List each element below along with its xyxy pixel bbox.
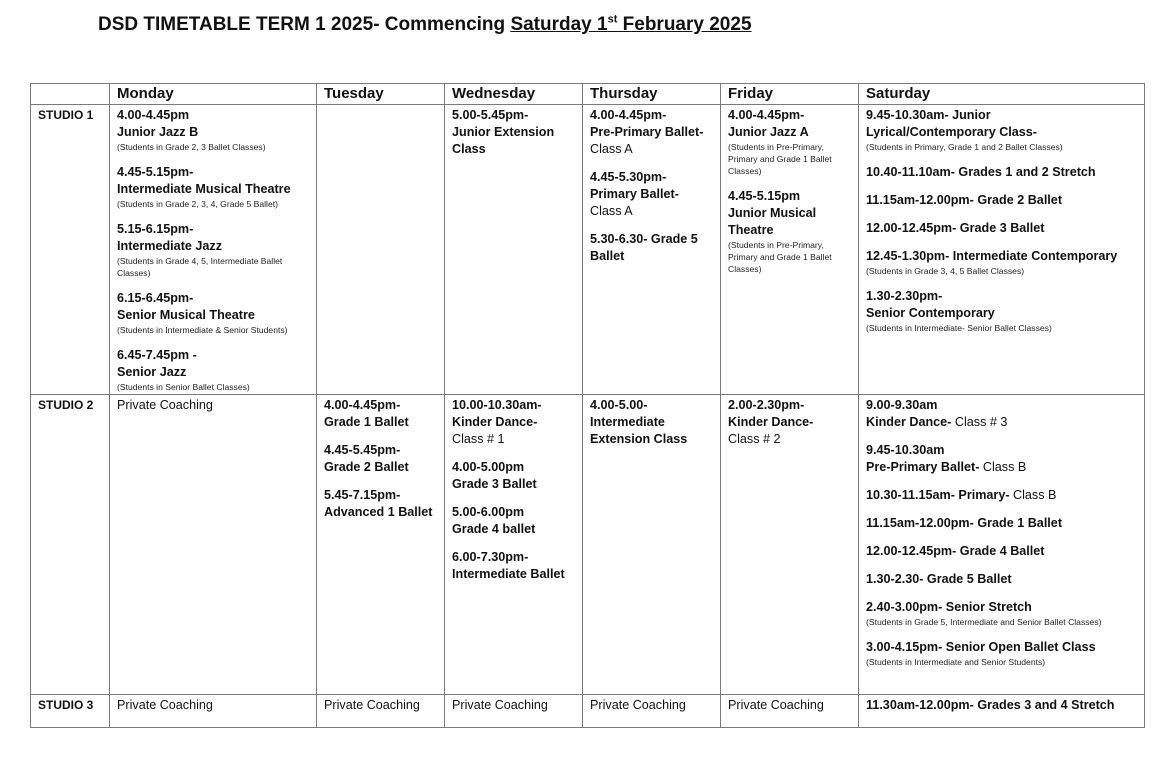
- class-line: [324, 504, 438, 521]
- class-title: 9.45-10.30am: [866, 443, 945, 457]
- class-line: [117, 307, 310, 324]
- class-title: 5.00-5.45pm-: [452, 108, 529, 122]
- class-note: (Students in Intermediate- Senior Ballet Classes): [866, 323, 1052, 333]
- class-entry: [866, 697, 1138, 714]
- class-title: 4.00-5.00-: [590, 398, 648, 412]
- class-line: [866, 414, 1138, 431]
- class-line: [590, 231, 714, 248]
- class-detail: Class B: [979, 460, 1027, 474]
- class-entry: [866, 288, 1138, 334]
- class-entry: [866, 571, 1138, 588]
- class-detail: Private Coaching: [117, 398, 213, 412]
- class-title: 11.30am-12.00pm- Grades 3 and 4 Stretch: [866, 698, 1115, 712]
- class-entry: [324, 697, 438, 714]
- class-line: [452, 414, 576, 431]
- class-title: Junior Musical: [728, 206, 817, 220]
- class-title: 4.45-5.30pm-: [590, 170, 667, 184]
- class-detail: Class A: [590, 142, 633, 156]
- class-line: [324, 459, 438, 476]
- title-date-day: Saturday 1: [510, 14, 608, 35]
- class-title: 4.00-4.45pm: [117, 108, 190, 122]
- class-title: Pre-Primary Ballet-: [866, 460, 980, 474]
- class-entry: [590, 231, 714, 265]
- schedule-cell-tuesday: [317, 695, 445, 728]
- class-line: [324, 397, 438, 414]
- class-line: [590, 397, 714, 414]
- class-entry: [452, 459, 576, 493]
- class-entry: [117, 107, 310, 153]
- class-title: 5.45-7.15pm-: [324, 488, 401, 502]
- class-entry: [728, 397, 852, 448]
- class-line: [324, 487, 438, 504]
- class-note: (Students in Primary, Grade 1 and 2 Ballet Classes): [866, 142, 1063, 152]
- schedule-cell-saturday: [859, 695, 1145, 728]
- class-entry: [117, 397, 310, 414]
- schedule-cell-friday: [721, 695, 859, 728]
- class-entry: [452, 549, 576, 583]
- class-title: Extension Class: [590, 432, 688, 446]
- class-title: 2.40-3.00pm- Senior Stretch: [866, 600, 1032, 614]
- class-title: 4.00-4.45pm-: [324, 398, 401, 412]
- class-title: Pre-Primary Ballet-: [590, 125, 704, 139]
- class-line: [866, 107, 1138, 124]
- header-tuesday: Tuesday: [317, 84, 445, 105]
- class-detail: Private Coaching: [324, 698, 420, 712]
- class-title: Class: [452, 142, 486, 156]
- class-line: [452, 141, 576, 158]
- studio-label: STUDIO 2: [31, 395, 110, 695]
- class-detail: Private Coaching: [452, 698, 548, 712]
- class-note: (Students in Grade 2, 3, 4, Grade 5 Ballet): [117, 199, 278, 209]
- class-entry: [728, 107, 852, 177]
- class-note: (Students in Pre-Primary, Primary and Grade 1 Ballet Classes): [728, 142, 832, 176]
- schedule-cell-thursday: [583, 105, 721, 395]
- class-line: [117, 397, 310, 414]
- class-line: [590, 186, 714, 203]
- class-title: Intermediate: [590, 415, 665, 429]
- class-line: [866, 124, 1138, 141]
- class-title: 4.45-5.15pm-: [117, 165, 194, 179]
- class-line: [452, 431, 576, 448]
- class-line: [452, 697, 576, 714]
- class-title: 6.00-7.30pm-: [452, 550, 529, 564]
- header-corner: [31, 84, 110, 105]
- class-title: 4.00-5.00pm: [452, 460, 525, 474]
- class-line: [452, 549, 576, 566]
- class-line: [590, 697, 714, 714]
- class-title: 6.45-7.45pm -: [117, 348, 197, 362]
- class-title: 5.15-6.15pm-: [117, 222, 194, 236]
- class-line: [728, 107, 852, 124]
- class-line: [866, 248, 1138, 265]
- class-line: [324, 697, 438, 714]
- class-entry: [324, 487, 438, 521]
- class-line: [728, 124, 852, 141]
- class-line: [728, 697, 852, 714]
- class-note: (Students in Grade 2, 3 Ballet Classes): [117, 142, 266, 152]
- title-date-month: February 2025: [617, 14, 752, 35]
- class-line: [728, 431, 852, 448]
- class-title: Intermediate Jazz: [117, 239, 222, 253]
- page-title: [98, 14, 752, 36]
- class-note: (Students in Grade 4, 5, Intermediate Ballet Classes): [117, 256, 283, 278]
- class-entry: [866, 487, 1138, 504]
- class-line: [117, 124, 310, 141]
- studio-label: STUDIO 1: [31, 105, 110, 395]
- class-entry: [590, 169, 714, 220]
- class-entry: [117, 347, 310, 393]
- schedule-cell-thursday: [583, 395, 721, 695]
- class-line: [728, 205, 852, 222]
- class-entry: [452, 397, 576, 448]
- class-line: [590, 141, 714, 158]
- class-title: 11.15am-12.00pm- Grade 2 Ballet: [866, 193, 1063, 207]
- class-detail: Private Coaching: [117, 698, 213, 712]
- class-line: [590, 107, 714, 124]
- class-line: [452, 566, 576, 583]
- schedule-cell-wednesday: [445, 695, 583, 728]
- class-line: [590, 124, 714, 141]
- class-line: [866, 639, 1138, 656]
- class-title: 4.00-4.45pm-: [590, 108, 667, 122]
- schedule-cell-tuesday: [317, 395, 445, 695]
- class-detail: Class B: [1009, 488, 1057, 502]
- class-title: 6.15-6.45pm-: [117, 291, 194, 305]
- class-detail: Class # 1: [452, 432, 505, 446]
- class-line: [452, 521, 576, 538]
- class-title: 12.00-12.45pm- Grade 4 Ballet: [866, 544, 1045, 558]
- class-line: [866, 192, 1138, 209]
- class-entry: [590, 107, 714, 158]
- class-detail: Class A: [590, 204, 633, 218]
- class-entry: [866, 164, 1138, 181]
- class-line: [117, 364, 310, 381]
- class-entry: [866, 515, 1138, 532]
- class-note: (Students in Senior Ballet Classes): [117, 382, 250, 392]
- class-entry: [866, 599, 1138, 628]
- class-line: [324, 414, 438, 431]
- title-date-suffix: st: [607, 13, 618, 26]
- class-title: Advanced 1 Ballet: [324, 505, 433, 519]
- class-line: [117, 697, 310, 714]
- class-entry: [590, 697, 714, 714]
- class-title: Senior Musical Theatre: [117, 308, 255, 322]
- class-note: (Students in Grade 3, 4, 5 Ballet Classes): [866, 266, 1025, 276]
- class-entry: [866, 107, 1138, 153]
- class-note: (Students in Intermediate & Senior Students): [117, 325, 288, 335]
- class-title: 4.45-5.45pm-: [324, 443, 401, 457]
- class-entry: [866, 543, 1138, 560]
- class-line: [590, 203, 714, 220]
- class-title: Senior Jazz: [117, 365, 187, 379]
- schedule-cell-thursday: [583, 695, 721, 728]
- class-title: 12.45-1.30pm- Intermediate Contemporary: [866, 249, 1118, 263]
- class-detail: Private Coaching: [728, 698, 824, 712]
- class-title: Junior Jazz A: [728, 125, 809, 139]
- class-line: [866, 543, 1138, 560]
- class-title: Intermediate Ballet: [452, 567, 565, 581]
- class-title: 1.30-2.30pm-: [866, 289, 943, 303]
- class-title: Intermediate Musical Theatre: [117, 182, 291, 196]
- class-detail: Private Coaching: [590, 698, 686, 712]
- class-entry: [866, 442, 1138, 476]
- class-line: [866, 397, 1138, 414]
- class-line: [590, 431, 714, 448]
- class-line: [728, 222, 852, 239]
- class-title: Grade 2 Ballet: [324, 460, 409, 474]
- class-line: [452, 459, 576, 476]
- class-line: [452, 504, 576, 521]
- class-entry: [452, 504, 576, 538]
- class-title: 4.00-4.45pm-: [728, 108, 805, 122]
- class-line: [117, 290, 310, 307]
- studio-label: STUDIO 3: [31, 695, 110, 728]
- class-title: 12.00-12.45pm- Grade 3 Ballet: [866, 221, 1045, 235]
- class-entry: [324, 397, 438, 431]
- class-entry: [866, 192, 1138, 209]
- class-title: 9.00-9.30am: [866, 398, 938, 412]
- class-line: [866, 599, 1138, 616]
- class-title: 3.00-4.15pm- Senior Open Ballet Class: [866, 640, 1096, 654]
- class-line: [452, 107, 576, 124]
- class-title: Junior Extension: [452, 125, 555, 139]
- class-title: Senior Contemporary: [866, 306, 995, 320]
- class-line: [866, 305, 1138, 322]
- class-entry: [866, 397, 1138, 431]
- class-title: 1.30-2.30- Grade 5 Ballet: [866, 572, 1012, 586]
- schedule-cell-friday: [721, 105, 859, 395]
- class-entry: [117, 697, 310, 714]
- class-line: [866, 571, 1138, 588]
- class-line: [590, 414, 714, 431]
- schedule-cell-friday: [721, 395, 859, 695]
- class-note: (Students in Intermediate and Senior Students): [866, 657, 1046, 667]
- class-title: Lyrical/Contemporary Class-: [866, 125, 1038, 139]
- class-line: [866, 220, 1138, 237]
- class-entry: [728, 697, 852, 714]
- title-text: DSD TIMETABLE TERM 1 2025- Commencing: [98, 14, 511, 35]
- class-note: (Students in Pre-Primary, Primary and Grade 1 Ballet Classes): [728, 240, 832, 274]
- class-note: (Students in Grade 5, Intermediate and Senior Ballet Classes): [866, 617, 1102, 627]
- class-line: [866, 515, 1138, 532]
- class-entry: [866, 220, 1138, 237]
- class-line: [590, 248, 714, 265]
- schedule-cell-monday: [110, 695, 317, 728]
- schedule-cell-wednesday: [445, 395, 583, 695]
- class-title: Primary Ballet-: [590, 187, 679, 201]
- class-entry: [866, 639, 1138, 668]
- class-line: [866, 164, 1138, 181]
- class-title: 10.00-10.30am-: [452, 398, 542, 412]
- class-title: 9.45-10.30am- Junior: [866, 108, 991, 122]
- class-line: [866, 442, 1138, 459]
- class-line: [866, 459, 1138, 476]
- class-entry: [117, 221, 310, 279]
- class-line: [452, 124, 576, 141]
- class-title: Grade 4 ballet: [452, 522, 536, 536]
- class-line: [452, 397, 576, 414]
- class-entry: [728, 188, 852, 275]
- class-detail: Class # 2: [728, 432, 781, 446]
- class-detail: Class # 3: [951, 415, 1008, 429]
- class-title: Grade 3 Ballet: [452, 477, 537, 491]
- class-line: [117, 347, 310, 364]
- schedule-cell-saturday: [859, 395, 1145, 695]
- class-title: Theatre: [728, 223, 774, 237]
- class-entry: [590, 397, 714, 448]
- class-title: 11.15am-12.00pm- Grade 1 Ballet: [866, 516, 1063, 530]
- class-title: 4.45-5.15pm: [728, 189, 801, 203]
- class-line: [728, 414, 852, 431]
- class-title: Ballet: [590, 249, 625, 263]
- class-title: Grade 1 Ballet: [324, 415, 409, 429]
- class-entry: [324, 442, 438, 476]
- timetable: [30, 83, 1145, 728]
- studio-row: [31, 395, 1145, 695]
- class-line: [590, 169, 714, 186]
- class-line: [728, 397, 852, 414]
- schedule-cell-tuesday: [317, 105, 445, 395]
- class-title: Kinder Dance-: [728, 415, 814, 429]
- class-line: [324, 442, 438, 459]
- class-line: [117, 221, 310, 238]
- class-title: Kinder Dance-: [452, 415, 538, 429]
- header-wednesday: Wednesday: [445, 84, 583, 105]
- class-line: [866, 487, 1138, 504]
- class-title: 10.30-11.15am- Primary-: [866, 488, 1010, 502]
- header-saturday: Saturday: [859, 84, 1145, 105]
- schedule-cell-wednesday: [445, 105, 583, 395]
- class-line: [117, 181, 310, 198]
- class-title: 10.40-11.10am- Grades 1 and 2 Stretch: [866, 165, 1096, 179]
- class-entry: [117, 164, 310, 210]
- class-line: [866, 288, 1138, 305]
- class-title: Kinder Dance-: [866, 415, 952, 429]
- class-line: [117, 164, 310, 181]
- header-friday: Friday: [721, 84, 859, 105]
- class-entry: [866, 248, 1138, 277]
- title-date: [510, 14, 751, 35]
- class-entry: [452, 697, 576, 714]
- class-entry: [452, 107, 576, 158]
- studio-row: [31, 105, 1145, 395]
- header-monday: Monday: [110, 84, 317, 105]
- schedule-cell-monday: [110, 105, 317, 395]
- class-line: [866, 697, 1138, 714]
- class-line: [117, 238, 310, 255]
- schedule-cell-monday: [110, 395, 317, 695]
- class-title: 5.00-6.00pm: [452, 505, 525, 519]
- header-row: [31, 84, 1145, 105]
- class-title: Junior Jazz B: [117, 125, 199, 139]
- studio-row: [31, 695, 1145, 728]
- header-thursday: Thursday: [583, 84, 721, 105]
- class-title: 2.00-2.30pm-: [728, 398, 805, 412]
- class-title: 5.30-6.30- Grade 5: [590, 232, 698, 246]
- class-entry: [117, 290, 310, 336]
- class-line: [728, 188, 852, 205]
- class-line: [452, 476, 576, 493]
- schedule-cell-saturday: [859, 105, 1145, 395]
- class-line: [117, 107, 310, 124]
